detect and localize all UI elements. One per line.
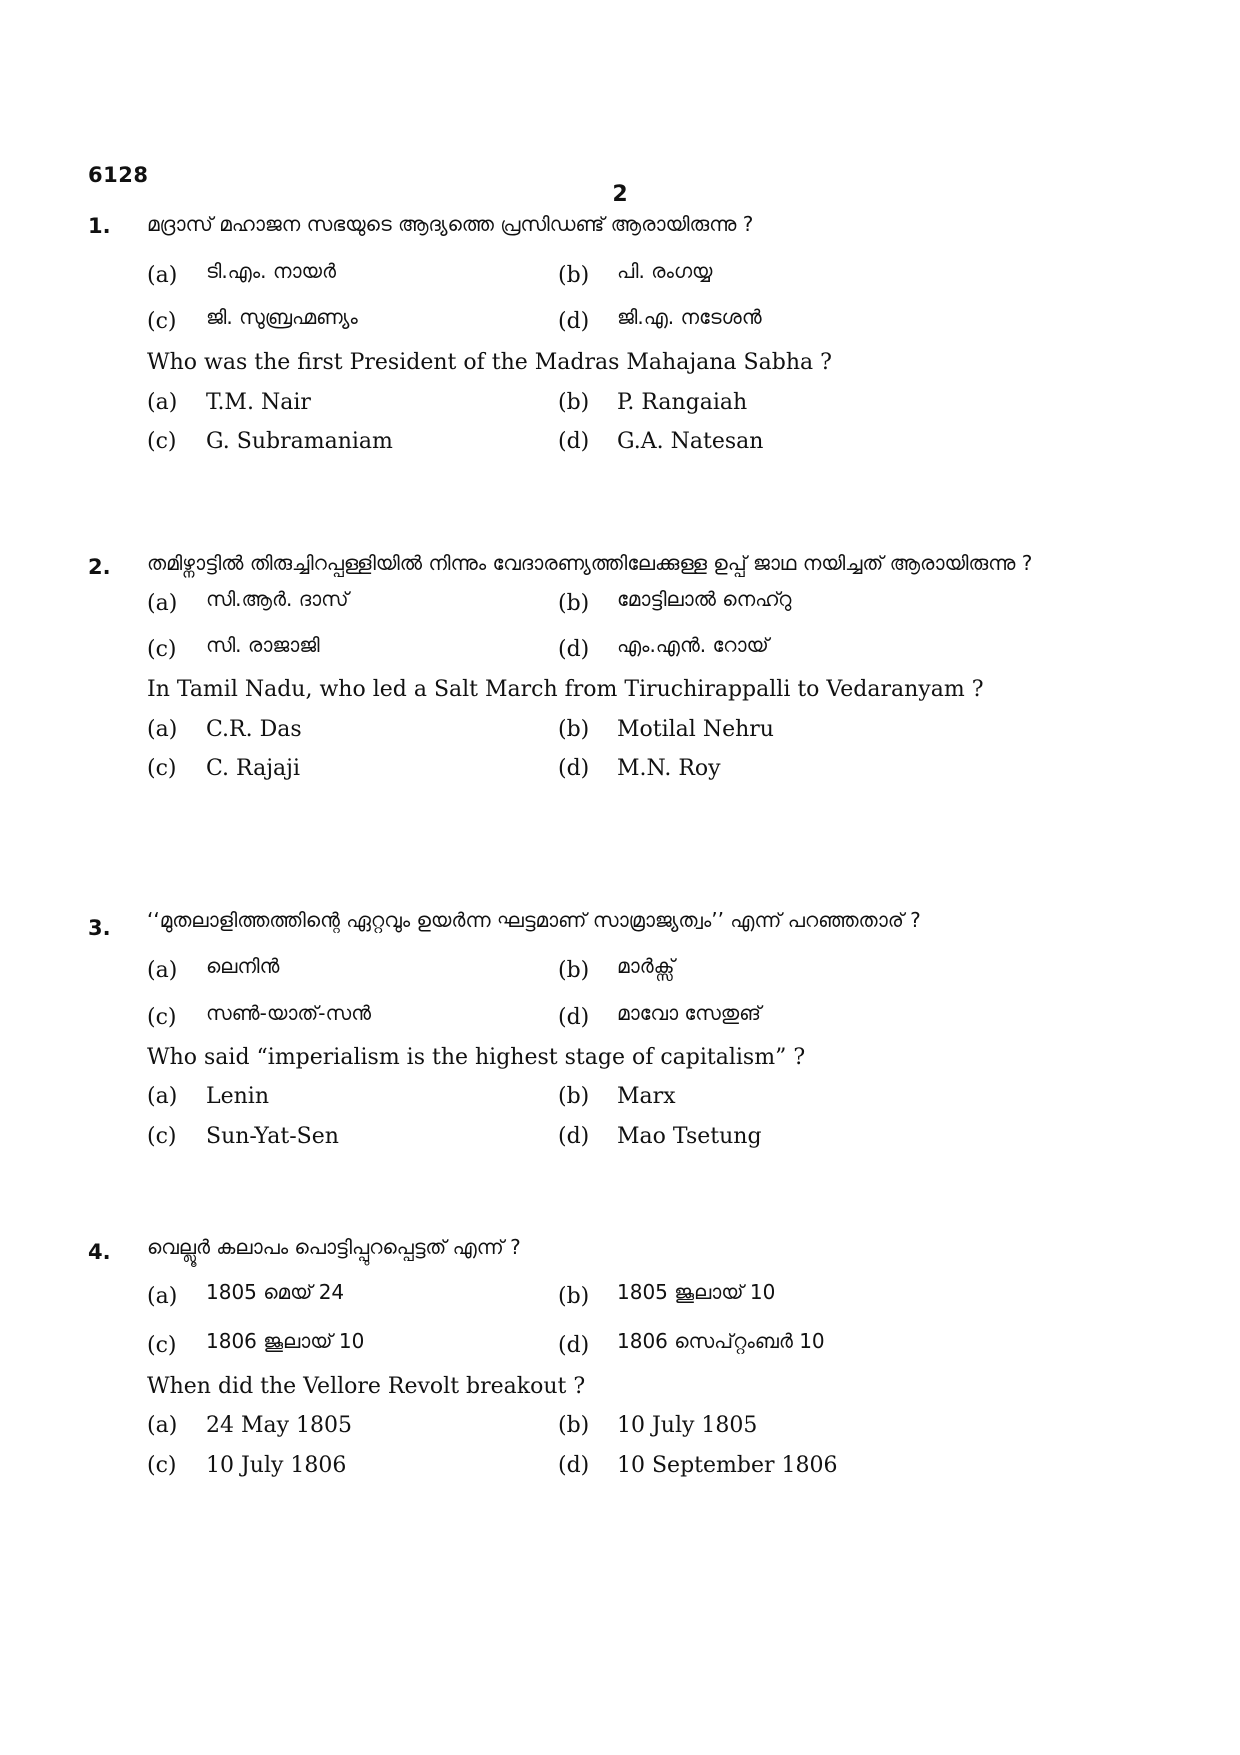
option-text: ജി.എ. നടേശൻ bbox=[617, 305, 762, 329]
option-text: Mao Tsetung bbox=[617, 1124, 762, 1149]
option-label: (c) bbox=[147, 637, 177, 662]
option-text: Sun-Yat-Sen bbox=[206, 1124, 339, 1149]
option-label: (d) bbox=[558, 429, 590, 454]
option-label: (c) bbox=[147, 1005, 177, 1030]
option-label: (b) bbox=[558, 1413, 590, 1438]
option-text: Motilal Nehru bbox=[617, 717, 774, 742]
option-label: (a) bbox=[147, 263, 178, 288]
option-text: Marx bbox=[617, 1084, 676, 1109]
option-text: ടി.എം. നായർ bbox=[206, 259, 336, 283]
option-label: (a) bbox=[147, 1284, 178, 1309]
option-text: 10 July 1805 bbox=[617, 1413, 758, 1438]
option-text: Lenin bbox=[206, 1084, 270, 1109]
option-text: 10 September 1806 bbox=[617, 1453, 838, 1478]
option-text: സൺ-യാത്-സൻ bbox=[206, 1001, 372, 1025]
option-text: 1805 ജൂലായ് 10 bbox=[617, 1280, 776, 1304]
question-text-english: When did the Vellore Revolt breakout ? bbox=[147, 1374, 586, 1399]
question-text-english: In Tamil Nadu, who led a Salt March from Tiruchirappalli to Vedaranyam ? bbox=[147, 677, 984, 702]
question-text-english: Who was the first President of the Madras Mahajana Sabha ? bbox=[147, 350, 832, 375]
option-label: (a) bbox=[147, 1084, 178, 1109]
option-label: (c) bbox=[147, 1124, 177, 1149]
option-label: (c) bbox=[147, 1453, 177, 1478]
question-number: 4. bbox=[88, 1240, 111, 1264]
paper-code: 6128 bbox=[88, 163, 149, 187]
question-text-english: Who said “imperialism is the highest stage of capitalism” ? bbox=[147, 1045, 806, 1070]
option-text: സി.ആർ. ദാസ് bbox=[206, 587, 349, 611]
option-text: മാർക്സ് bbox=[617, 954, 675, 978]
option-text: ലെനിൻ bbox=[206, 954, 280, 978]
option-label: (a) bbox=[147, 958, 178, 983]
option-label: (b) bbox=[558, 958, 590, 983]
question-text-malayalam: മദ്രാസ് മഹാജന സഭയുടെ ആദ്യത്തെ പ്രസിഡണ്ട് ആരായിരുന്നു ? bbox=[147, 212, 754, 236]
option-label: (a) bbox=[147, 390, 178, 415]
option-text: പി. രംഗയ്യ bbox=[617, 259, 713, 283]
question-text-malayalam: വെല്ലൂർ കലാപം പൊട്ടിപ്പുറപ്പെട്ടത് എന്ന് ? bbox=[147, 1235, 521, 1259]
option-label: (d) bbox=[558, 637, 590, 662]
option-text: 10 July 1806 bbox=[206, 1453, 347, 1478]
option-label: (d) bbox=[558, 1005, 590, 1030]
option-label: (a) bbox=[147, 717, 178, 742]
question-number: 1. bbox=[88, 214, 111, 238]
option-text: T.M. Nair bbox=[206, 390, 311, 415]
option-text: 1806 ജൂലായ് 10 bbox=[206, 1329, 365, 1353]
option-label: (b) bbox=[558, 263, 590, 288]
option-label: (b) bbox=[558, 1084, 590, 1109]
option-text: G.A. Natesan bbox=[617, 429, 764, 454]
question-number: 3. bbox=[88, 916, 111, 940]
option-label: (d) bbox=[558, 1124, 590, 1149]
option-text: M.N. Roy bbox=[617, 756, 721, 781]
option-text: C.R. Das bbox=[206, 717, 302, 742]
question-text-malayalam: ‘‘മുതലാളിത്തത്തിന്റെ ഏറ്റവും ഉയർന്ന ഘട്ടമാണ് സാമ്രാജ്യത്വം’’ എന്ന് പറഞ്ഞതാര് ? bbox=[147, 908, 921, 932]
option-label: (c) bbox=[147, 1333, 177, 1358]
option-label: (d) bbox=[558, 756, 590, 781]
question-text-malayalam: തമിഴ്നാട്ടിൽ തിരുച്ചിറപ്പള്ളിയിൽ നിന്നും വേദാരണ്യത്തിലേക്കുള്ള ഉപ്പ് ജാഥ നയിച്ചത് ആരായിരുന്നു ? bbox=[147, 551, 1033, 575]
option-text: G. Subramaniam bbox=[206, 429, 393, 454]
option-label: (a) bbox=[147, 591, 178, 616]
option-text: C. Rajaji bbox=[206, 756, 301, 781]
option-label: (a) bbox=[147, 1413, 178, 1438]
option-text: ജി. സുബ്രഹ്മണ്യം bbox=[206, 305, 358, 329]
option-text: P. Rangaiah bbox=[617, 390, 748, 415]
option-label: (d) bbox=[558, 1333, 590, 1358]
option-label: (c) bbox=[147, 756, 177, 781]
option-label: (b) bbox=[558, 390, 590, 415]
option-text: 24 May 1805 bbox=[206, 1413, 353, 1438]
option-label: (d) bbox=[558, 309, 590, 334]
option-text: മാവോ സേതുങ് bbox=[617, 1001, 761, 1025]
option-text: എം.എൻ. റോയ് bbox=[617, 633, 769, 657]
option-label: (b) bbox=[558, 591, 590, 616]
option-label: (b) bbox=[558, 717, 590, 742]
option-label: (d) bbox=[558, 1453, 590, 1478]
option-label: (c) bbox=[147, 429, 177, 454]
option-text: മോട്ടിലാൽ നെഹ്റു bbox=[617, 587, 792, 611]
option-text: സി. രാജാജി bbox=[206, 633, 320, 657]
option-text: 1805 മെയ് 24 bbox=[206, 1280, 345, 1304]
page-number: 2 bbox=[612, 182, 628, 207]
question-number: 2. bbox=[88, 555, 111, 579]
option-text: 1806 സെപ്റ്റംബർ 10 bbox=[617, 1329, 825, 1353]
option-label: (b) bbox=[558, 1284, 590, 1309]
option-label: (c) bbox=[147, 309, 177, 334]
